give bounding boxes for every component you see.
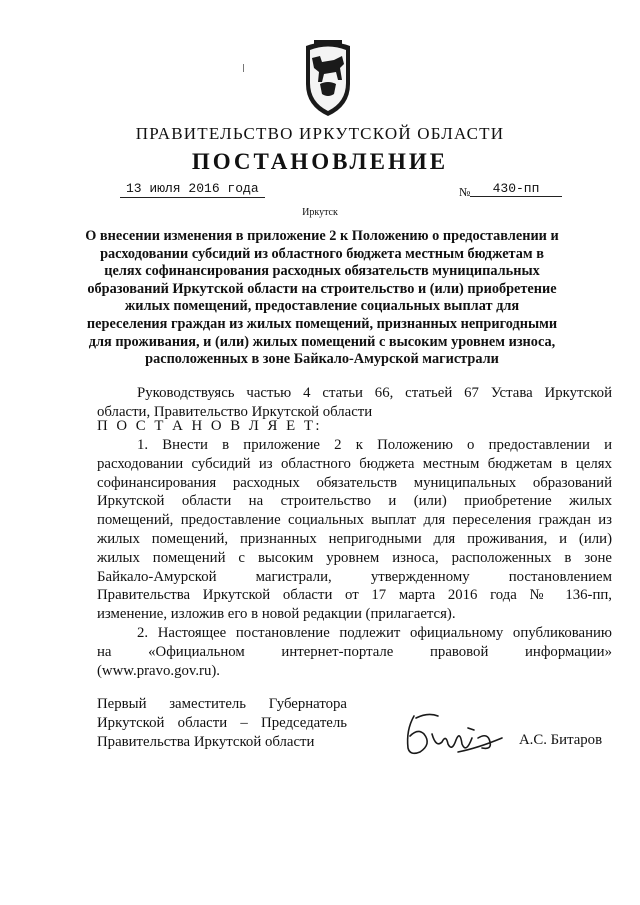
- coat-of-arms-icon: [300, 36, 356, 118]
- text-line: помещений, предоставление социальных выплат для переселения граждан из: [97, 512, 612, 529]
- title-line: расходовании субсидий из областного бюджета местным бюджетам в: [100, 245, 544, 262]
- text-line: жилых помещений с высоким уровнем износа, расположенных в зоне: [97, 549, 612, 566]
- decree-word: П О С Т А Н О В Л Я Е Т:: [97, 418, 322, 434]
- position-line: Иркутской области – Председатель: [97, 714, 347, 731]
- text-line: Иркутской области на строительство и (или) приобретение жилых: [97, 493, 612, 510]
- position-line: Правительства Иркутской области: [97, 733, 315, 750]
- title-line: расположенных в зоне Байкало-Амурской магистрали: [145, 351, 499, 368]
- title-line: целях софинансирования расходных обязательств муниципальных: [104, 263, 540, 280]
- text-line: софинансирования расходных обязательств муниципальных образований: [97, 474, 612, 491]
- text-line: Правительства Иркутской области от 17 марта 2016 года № 136-пп,: [97, 587, 612, 604]
- text-line: на «Официальном интернет-портале правовой информации»: [97, 643, 612, 660]
- title-line: для проживания, и (или) жилых помещений с высоким уровнем износа,: [88, 333, 556, 350]
- government-name: ПРАВИТЕЛЬСТВО ИРКУТСКОЙ ОБЛАСТИ: [135, 124, 505, 143]
- number-label: №: [459, 185, 471, 199]
- scan-mark: [243, 64, 244, 72]
- text-line: жилых помещений, признанных непригодными для проживания, и (или): [97, 530, 612, 547]
- title-line: переселения граждан из жилых помещений, признанных непригодными: [86, 315, 558, 332]
- document-title: [76, 228, 568, 369]
- title-line: О внесении изменения в приложение 2 к Положению о предоставлении и: [85, 228, 559, 244]
- decree-items: [97, 436, 612, 680]
- text-line: (www.pravo.gov.ru).: [97, 662, 220, 679]
- city: Иркутск: [302, 207, 338, 218]
- signer-position: [97, 695, 347, 751]
- document-date: 13 июля 2016 года: [120, 181, 265, 198]
- text-line: Руководствуясь частью 4 статьи 66, статьей 67 Устава Иркутской: [137, 385, 612, 401]
- document-type: ПОСТАНОВЛЕНИЕ: [191, 149, 449, 174]
- handwritten-signature-icon: [398, 708, 508, 760]
- signer-name: А.С. Битаров: [519, 732, 603, 748]
- text-line: области, Правительство Иркутской области: [97, 403, 373, 420]
- text-line: 2. Настоящее постановление подлежит официальному опубликованию: [137, 624, 612, 641]
- text-line: изменение, изложив его в новой редакции (прилагается).: [97, 606, 456, 623]
- text-line: Байкало-Амурской магистрали, утвержденному постановлением: [97, 568, 612, 585]
- document-number: 430-пп: [470, 181, 562, 197]
- title-line: жилых помещений, предоставление социальных выплат для: [124, 298, 520, 315]
- preamble-paragraph: [97, 384, 612, 422]
- position-line: Первый заместитель Губернатора: [97, 696, 347, 712]
- title-line: образований Иркутской области на строительство и (или) приобретение: [87, 280, 557, 297]
- text-line: расходовании субсидий из областного бюджета местным бюджетам в целях: [97, 455, 612, 472]
- text-line: 1. Внести в приложение 2 к Положению о предоставлении и: [137, 437, 612, 453]
